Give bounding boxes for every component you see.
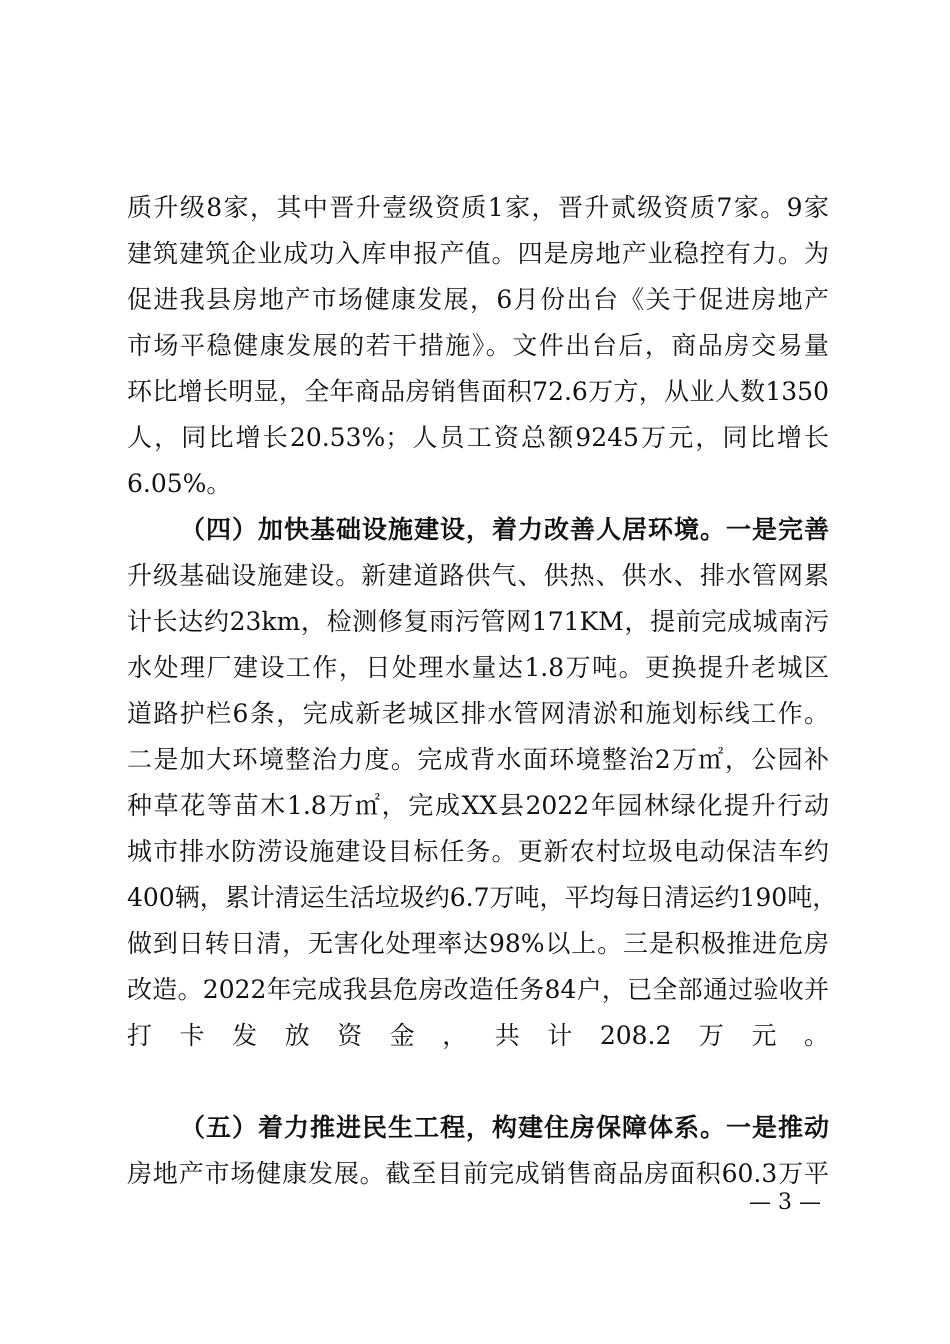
text-line: 水处理厂建设工作，日处理水量达1.8万吨。更换提升老城区 — [127, 653, 829, 682]
section-heading-line: （四）加快基础设施建设，着力改善人居环境。一是完善 — [180, 515, 829, 544]
text-line: 打卡发放资金，共计208.2万元。 — [127, 1021, 829, 1050]
text-line: 城市排水防涝设施建设目标任务。更新农村垃圾电动保洁车约 — [127, 837, 829, 866]
text-line: 质升级8家，其中晋升壹级资质1家，晋升贰级资质7家。9家 — [127, 193, 829, 222]
text-line: 做到日转日清，无害化处理率达98%以上。三是积极推进危房 — [127, 929, 829, 958]
text-line: 环比增长明显，全年商品房销售面积72.6万方，从业人数1350 — [127, 377, 829, 406]
text-line: 400辆，累计清运生活垃圾约6.7万吨，平均每日清运约190吨， — [127, 883, 838, 912]
text-line: 市场平稳健康发展的若干措施》。文件出台后，商品房交易量 — [127, 331, 829, 360]
text-line: 促进我县房地产市场健康发展，6月份出台《关于促进房地产 — [127, 285, 829, 314]
text-line: 二是加大环境整治力度。完成背水面环境整治2万㎡，公园补 — [127, 745, 829, 774]
text-line: 种草花等苗木1.8万㎡，完成XX县2022年园林绿化提升行动 — [127, 791, 829, 820]
text-line: 道路护栏6条，完成新老城区排水管网清淤和施划标线工作。 — [127, 699, 829, 728]
text-line — [127, 1064, 829, 1100]
text-line: 6.05%。 — [127, 469, 232, 498]
text-line: 人，同比增长20.53%；人员工资总额9245万元，同比增长 — [127, 423, 829, 452]
text-line: 建筑建筑企业成功入库申报产值。四是房地产业稳控有力。为 — [127, 239, 829, 268]
text-line: 计长达约23km，检测修复雨污管网171KM，提前完成城南污 — [127, 607, 829, 636]
text-line: 升级基础设施建设。新建道路供气、供热、供水、排水管网累 — [127, 561, 829, 590]
section-heading-line: （五）着力推进民生工程，构建住房保障体系。一是推动 — [180, 1113, 829, 1142]
text-line: 房地产市场健康发展。截至目前完成销售商品房面积60.3万平 — [127, 1159, 829, 1188]
page-number: — 3 — — [749, 1190, 821, 1215]
text-line: 改造。2022年完成我县危房改造任务84户，已全部通过验收并 — [127, 975, 829, 1004]
